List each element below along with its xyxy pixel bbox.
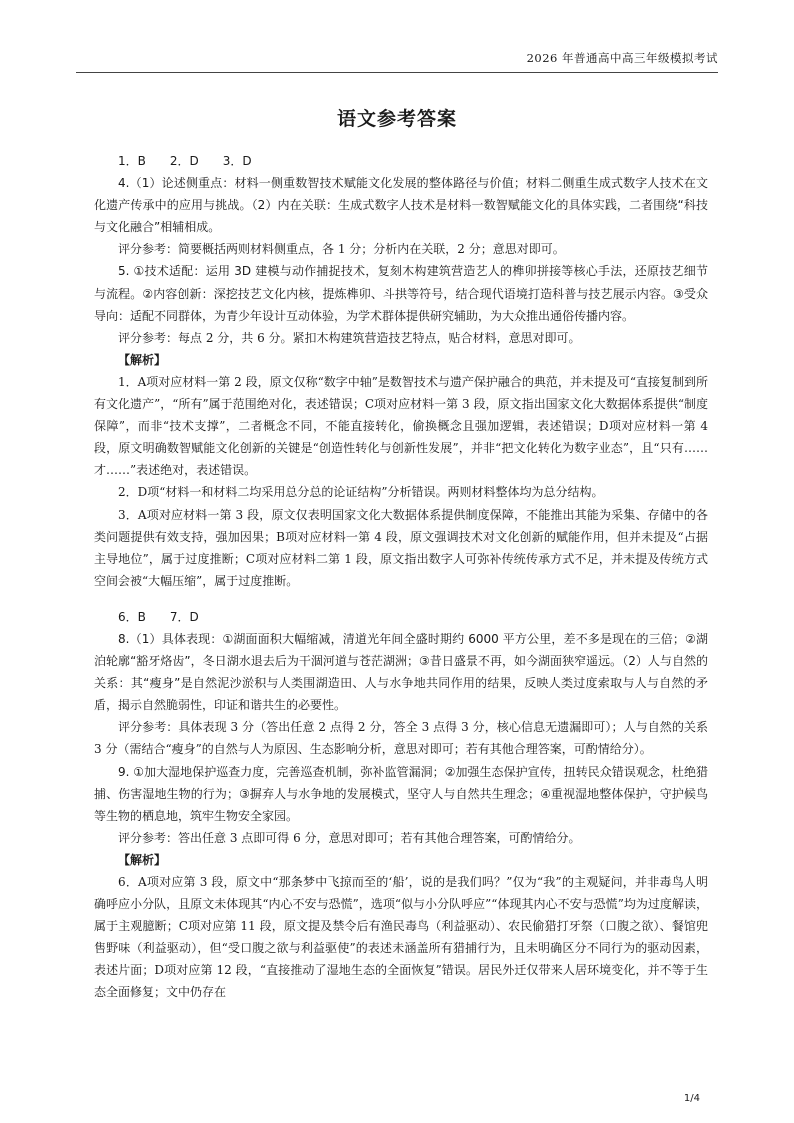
answer-line: 6．B 7．D (118, 609, 199, 624)
page-number: 1/4 (683, 1093, 700, 1104)
analysis-label: 【解析】 (118, 352, 167, 367)
scoring-note: 评分参考：简要概括两则材料侧重点，各 1 分；分析内在关联，2 分；意思对即可。 (118, 242, 565, 257)
analysis-paragraph: 3．A项对应材料一第 3 段，原文仅表明国家文化大数据体系提供制度保障，不能推出其能为采集、存储中的各类问题提供有效支持，强加因果；B项对应材料一第 4 段，原文强调技术对文化创新的赋能作用，但并未提及“占据主导地位”，属于过度推断；C项对应材料二第 1 段，原文指出数字人可弥补传统传承方式不足，并未提及传统方式空间会被“大幅压缩”，属于过度推断。 (94, 507, 708, 588)
page-title: 语文参考答案 (336, 108, 457, 130)
scoring-note: 评分参考：具体表现 3 分（答出任意 2 点得 2 分，答全 3 点得 3 分，核心信息无遗漏即可）；人与自然的关系 3 分（需结合“瘦身”的自然与人为原因、生态影响分析，意思对即可；若有其他合理答案，可酌情给分）。 (94, 720, 708, 757)
scoring-note: 评分参考：每点 2 分，共 6 分。紧扣木构建筑营造技艺特点，贴合材料，意思对即可。 (118, 330, 581, 345)
exam-header: 2026 年普通高中高三年级模拟考试 (526, 51, 718, 65)
header-divider (76, 72, 718, 73)
answer-paragraph: 8.（1）具体表现：①湖面面积大幅缩减，清道光年间全盛时期约 6000 平方公里，差不多是现在的三倍；②湖泊轮廓“豁牙烙齿”，冬日湖水退去后为干涸河道与苍茫湖洲；③昔日盛景不再，如今湖面狭窄遥远。（2）人与自然的关系：其“瘦身”是自然泥沙淤积与人类围湖造田、人与水争地共同作用的结果，反映人类过度索取与人与自然的矛盾，揭示自然脆弱性，印证和谐共生的必要性。 (94, 631, 708, 713)
analysis-label: 【解析】 (118, 852, 167, 867)
scoring-note: 评分参考：答出任意 3 点即可得 6 分，意思对即可；若有其他合理答案，可酌情给分。 (118, 830, 581, 845)
answer-paragraph: 4.（1）论述侧重点：材料一侧重数智技术赋能文化发展的整体路径与价值；材料二侧重生成式数字人技术在文化遗产传承中的应用与挑战。（2）内在关联：生成式数字人技术是材料一数智赋能文化的具体实践，二者围绕“科技与文化融合”相辅相成。 (94, 176, 708, 235)
answer-paragraph: 5. ①技术适配：运用 3D 建模与动作捕捉技术，复刻木构建筑营造艺人的榫卯拼接等核心手法，还原技艺细节与流程。②内容创新：深挖技艺文化内核，提炼榫卯、斗拱等符号，结合现代语境打造科普与技艺展示内容。③受众导向：适配不同群体，为青少年设计互动体验，为学术群体提供研究辅助，为大众推出通俗传播内容。 (94, 264, 708, 323)
answer-content (94, 150, 708, 1004)
analysis-paragraph: 2．D项“材料一和材料二均采用总分总的论证结构”分析错误。两则材料整体均为总分结构。 (118, 485, 604, 500)
analysis-paragraph: 1．A项对应材料一第 2 段，原文仅称“数字中轴”是数智技术与遗产保护融合的典范，并未提及可“直接复制到所有文化遗产”，“所有”属于范围绝对化，表述错误；C项对应材料一第 3 段，原文指出国家文化大数据体系提供“制度保障”，而非“技术支撑”，二者概念不同，不能直接转化，偷换概念且强加逻辑，表述错误；D项对应材料一第 4 段，原文明确数智赋能文化创新的关键是“创造性转化与创新性发展”，并非“把文化转化为数字业态”，且“只有……才……”表述绝对，表述错误。 (94, 374, 708, 478)
answer-paragraph: 9. ①加大湿地保护巡查力度，完善巡查机制，弥补监管漏洞；②加强生态保护宣传，扭转民众错误观念，杜绝猎捕、伤害湿地生物的行为；③摒弃人与水争地的发展模式，坚守人与自然共生理念；④重视湿地整体保护，守护候鸟等生物的栖息地，筑牢生物安全家园。 (94, 764, 708, 823)
answer-line: 1．B 2．D 3．D (118, 154, 252, 168)
analysis-paragraph: 6．A项对应第 3 段，原文中“那条梦中飞掠而至的‘船’，说的是我们吗？”仅为“我”的主观疑问，并非毒鸟人明确呼应小分队，且原文未体现其“内心不安与恐慌”，选项“似与小分队呼应”“体现其内心不安与恐慌”均为过度解读，属于主观臆断；C项对应第 11 段，原文提及禁令后有渔民毒鸟（利益驱动）、农民偷猎打牙祭（口腹之欲）、餐馆兜售野味（利益驱动），但“受口腹之欲与利益驱使”的表述未涵盖所有猎捕行为，且未明确区分不同行为的驱动因素，表述片面；D项对应第 12 段，“直接推动了湿地生态的全面恢复”错误。居民外迁仅带来人居环境变化，并不等于生态全面修复；文中仍存在 (94, 875, 708, 1000)
